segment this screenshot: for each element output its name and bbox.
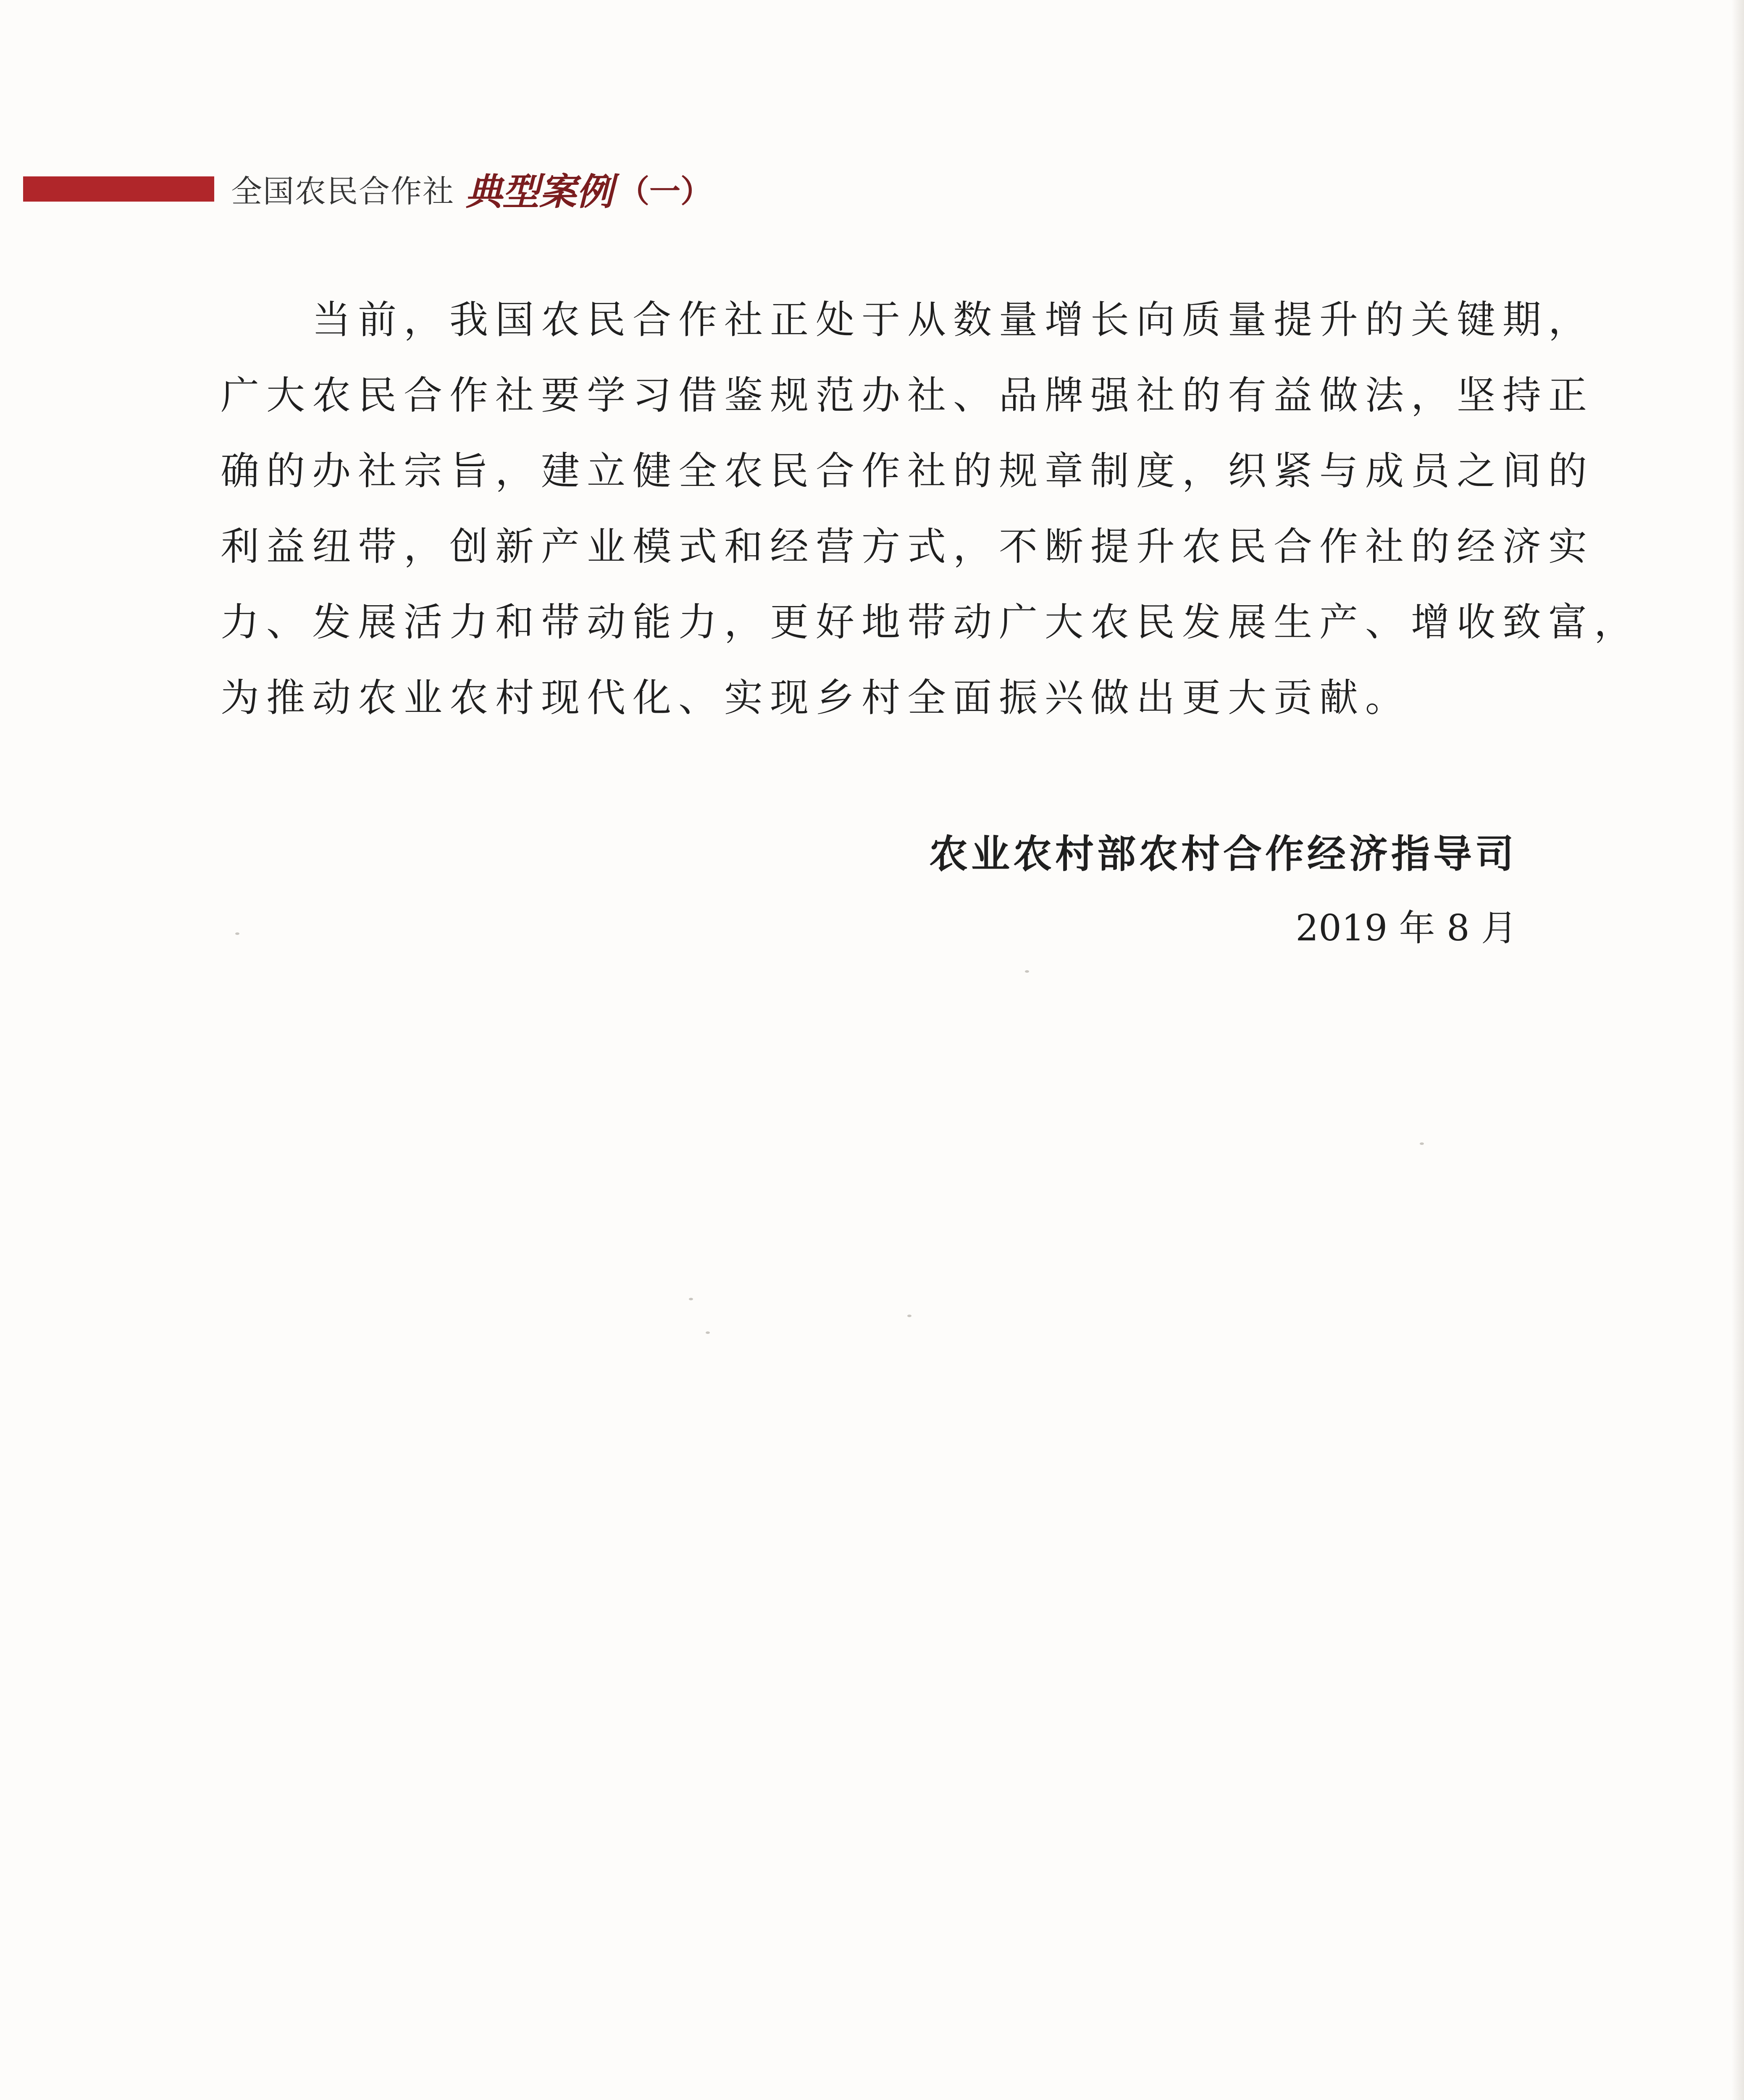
header-series-title: 全国农民合作社	[231, 173, 454, 210]
body-line: 力、发展活力和带动能力，更好地带动广大农民发展生产、增收致富，	[221, 600, 1640, 645]
body-paragraph	[221, 282, 1640, 736]
body-line: 确的办社宗旨，建立健全农民合作社的规章制度，织紧与成员之间的	[221, 449, 1594, 494]
body-line: 当前，我国农民合作社正处于从数量增长向质量提升的关键期，	[312, 297, 1594, 342]
body-line: 利益纽带，创新产业模式和经营方式，不断提升农民合作社的经济实	[221, 524, 1594, 569]
scan-speck	[235, 932, 239, 935]
signature-organization: 农业农村部农村合作经济指导司	[929, 832, 1517, 877]
body-line: 广大农民合作社要学习借鉴规范办社、品牌强社的有益做法，坚持正	[221, 373, 1594, 418]
signature-date: 2019 年 8 月	[1295, 907, 1517, 949]
scan-speck	[1420, 1142, 1424, 1145]
running-header	[23, 166, 712, 212]
scan-speck	[706, 1331, 710, 1334]
scan-speck	[689, 1298, 693, 1300]
scan-speck	[1025, 970, 1029, 973]
body-line: 为推动农业农村现代化、实现乡村全面振兴做出更大贡献。	[221, 675, 1411, 720]
header-accent-bar	[23, 176, 214, 202]
header-subtitle: 典型案例	[465, 170, 614, 213]
scan-speck	[907, 1315, 911, 1317]
page-edge	[1731, 0, 1744, 2100]
header-volume: （一）	[618, 173, 712, 210]
